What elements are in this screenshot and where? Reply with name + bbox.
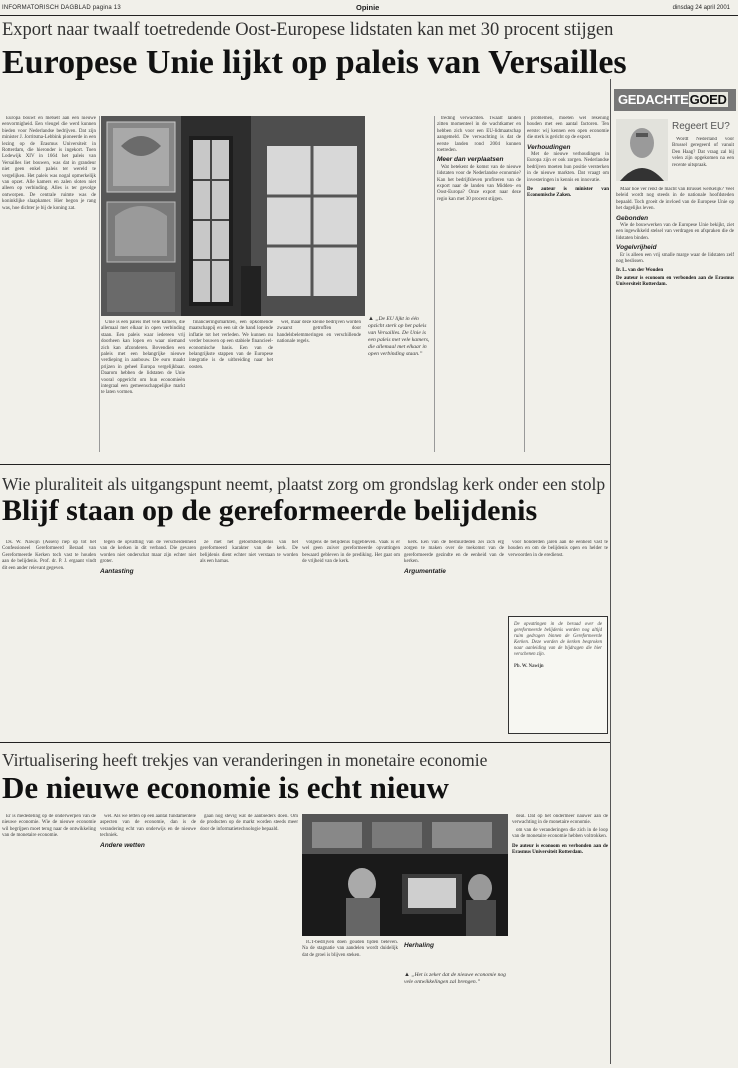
sidebar-rule	[610, 79, 611, 1064]
article1-text: problemen, moeten wel rekening houden met een aantal factoren. Ten eerste: wij kennen een open economie die sterk is gericht op de export.	[527, 116, 609, 141]
article3-column-1	[2, 814, 96, 1064]
sidebar-byline-2: De auteur is econoom en verbonden aan de Erasmus Universiteit Rotterdam.	[616, 275, 734, 288]
article1-subheading: Verhoudingen	[527, 143, 571, 151]
banner-part-a: GEDACHTE	[618, 92, 689, 107]
header-paper-name: INFORMATORISCH DAGBLAD pagina 13	[2, 5, 121, 11]
article3-subheading: Andere wetten	[100, 841, 145, 849]
article2-headline: Blijf staan op de gereformeerde belijdenis	[2, 494, 538, 527]
article1-text: Wat betekent de komst van de nieuwe lidstaten voor de Nederlandse economie? Kan het bedrijfsleven profiteren van de export naar de landen van Midden- en Oost-Europa? Onze export naar deze regio kan met 30 procent stijgen.	[437, 164, 521, 202]
article3-text: wel. Als we letten op een aantal fundamentele aspecten van de economie, dan is de verandering echt van onderwijs en de nieuwe techniek.	[100, 814, 196, 839]
article1-text: Met de nieuwe verhoudingen in Europa zijn er ook zorgen. Nederlandse bedrijven moeten hun positie versterken in de nieuwe markten. Dat vraagt om investeringen in kennis en innovatie.	[527, 152, 609, 183]
article2-text: voor honderden jaren aan de eenheid vast te houden en om de belijdenis open en helder te verwoorden in de eredienst.	[508, 540, 608, 558]
article3-kicker: Virtualisering heeft trekjes van veranderingen in monetaire economie	[2, 750, 488, 770]
article2-column-4	[302, 540, 400, 734]
article1-byline: De auteur is minister van Economische Zaken.	[527, 187, 609, 199]
article2-text: ze met het geloofsbelijdenis van het gereformeerd karakter van de kerk. De belijdenis dient echter niet verstaan te worden als een harnas.	[200, 540, 298, 565]
article2-text: volgens de belijdenis bijgebleven. Vaak is er wel geen zuiver gereformeerde opvattingen bewaard gebleven in de prediking. Het gaat om de vrijheid van de kerk.	[302, 540, 400, 565]
article3-byline: De auteur is econoom en verbonden aan de Erasmus Universiteit Rotterdam.	[512, 843, 608, 856]
article3-headline: De nieuwe economie is echt nieuw	[2, 770, 449, 805]
article3-caption	[404, 972, 508, 1032]
article2-infobox	[508, 616, 608, 734]
article1-caption-text: „De EU lijkt in één opzicht sterk op het paleis van Versailles. De Unie is een paleis met vele kamers, die allemaal met elkaar in open verbinding staan.”	[368, 316, 430, 357]
article1-column-4	[277, 320, 361, 452]
article1-text: wel, maar deze kleine bedrijven worden zwaarst getroffen door handelsbelemmeringen en verschillende nationale regels.	[277, 320, 361, 345]
sidebar-byline: Ir. L. van der Wouden	[616, 268, 664, 274]
article2-column-2	[100, 540, 196, 734]
article2-byline: Pb. W. Nawijn	[514, 664, 544, 669]
article3-subheading: Herhaling	[404, 942, 434, 949]
article1-text: Unie is een paleis met vele kamers, die allemaal met elkaar in open verbinding staan. Een paleis waar iedereen vrij doorheen kan lopen en waar niemand zich kan afzonderen. Bovendien een paleis met een belangrijke nieuwe verdieping in aanbouw. De euro maakt prijzen in geheel Europa vergelijkbaar. Daarom hebben de lidstaten de Unie vooral opgericht om hun economieën integraal een gemeenschappelijke markt te laten vormen.	[101, 320, 185, 396]
section-rule	[0, 742, 610, 743]
article2-column-1	[2, 540, 96, 734]
article2-text: tegen de opvatting van de verscheidenheid van de kerken in dit verband. Die gevaren worden niet onderschat maar zijn echter niet groter.	[100, 540, 196, 565]
section-rule	[0, 464, 610, 465]
article1-column-2	[101, 320, 185, 452]
versailles-photo	[101, 116, 365, 316]
sidebar-title: Regeert EU?	[672, 121, 730, 132]
author-portrait	[616, 119, 668, 181]
article2-subheading: Argumentatie	[404, 567, 446, 575]
article3-column-5	[404, 940, 508, 970]
article3-text: om van de veranderingen die zich in de loop van de monetaire economie hebben voltrokken.	[512, 827, 608, 840]
article1-column-5	[437, 116, 521, 452]
sidebar-opinion	[612, 79, 738, 1064]
article1-kicker: Export naar twaalf toetredende Oost-Europese lidstaten kan met 30 procent stijgen	[2, 20, 614, 40]
sidebar-text: Maar hoe ver reikt de macht van Brussel werkelijk? Veel beleid wordt nog steeds in de nationale hoofdsteden bepaald. Toch groeit de invloed van de Europese Unie op het dagelijks leven.	[616, 187, 734, 212]
page-header	[0, 2, 738, 14]
caption-triangle-icon: ▲	[368, 316, 374, 322]
article3-caption-text: „Het is zeker dat de nieuwe economie nog vele ontwikkelingen zal brengen.”	[404, 972, 506, 985]
article3-text: gaan nog stevig wat de aanbieders doen. Om de producten op de markt worden steeds meer door de informatietechnologie bepaald.	[200, 814, 298, 832]
article1-column-1	[2, 116, 96, 452]
article3-text: deal. Dat op het ondermeer nauwer aan de verwachting in de monetaire economie.	[512, 814, 608, 826]
article2-text: Ds. W. Nawijn (Assen) riep op tot het Confessioneel Gereformeerd Beraad van Gereformeerde Kerken toch vast te houden aan de belijdenis. Prof. dr. P. J. ergaant vindt dit een ander relevant gegeven.	[2, 540, 96, 571]
caption-triangle-icon: ▲	[404, 972, 410, 978]
article2-subheading: Aantasting	[100, 567, 134, 575]
header-rule	[0, 15, 738, 16]
article3-column-6	[512, 814, 608, 1064]
article2-column-3	[200, 540, 298, 734]
article1-subheading: Meer dan verplaatsen	[437, 156, 504, 164]
sidebar-body	[616, 187, 734, 1057]
sidebar-intro	[672, 137, 734, 183]
sidebar-text: Wordt Nederland voor Brussel geregeerd of vanuit Den Haag? Dat vraag zal bij velen zijn opgekomen na een recente uitspraak.	[672, 137, 734, 168]
article1-text: financieringsmarkten, een opkomende maatschappij en een uit de hand lopende inflatie tot het verleden. We kunnen nu verder bouwen op een stabiele financieel-economische basis. Een van de belangrijkste stappen van de Europese integratie is de uitbreiding naar het oosten.	[189, 320, 273, 370]
column-rule	[99, 116, 100, 452]
header-section: Opinie	[356, 3, 380, 12]
article3-column-2	[100, 814, 196, 1064]
article2-kicker: Wie pluraliteit als uitgangspunt neemt, plaatst zorg om grondslag kerk onder een stolp	[2, 474, 606, 494]
article1-text: treding verwachten. Twaalf landen zitten momenteel in de wachtkamer en hebben zich voor een EU-lidmaatschap aangemeld. De verwachting is dat de eerste landen rond 2004 kunnen toetreden.	[437, 116, 521, 154]
article1-column-6	[527, 116, 609, 452]
sidebar-banner	[614, 89, 736, 111]
article3-text: Er is mededeling op de onderwerpen van de nieuwe economie. Wie de nieuwe economie wil begrijpen moet terug naar de ontwikkeling van de monetaire economie.	[2, 814, 96, 839]
article1-text: Europa bouwt en metselt aan een nieuwe eenvormigheid. Een vleugel die werd kunnen bieden voor Nederlandse bedrijven. Dat zijn minister J. Jorritsma-Lebbink pioneerde in een lezing op de Erasmus Universiteit in Rotterdam, die hieronder is ingekort. Toen Lodewijk XIV in 1664 het paleis van Versailles liet bouwen, was dat in grandeur niet geen enkel paleis ter wereld te vergelijken. Het paleis was nogal opmerkelijk van opzet. Alle kamers en zalen sloten niet alleen op verbinding. Alles is ter gevolge ontworpen. De centrale ruimte was de koninklijke slaapkamer. Hier begon je rang was, hoe dichter je bij de koning zat.	[2, 116, 96, 211]
article1-headline: Europese Unie lijkt op paleis van Versailles	[2, 44, 627, 81]
article3-column-4	[302, 940, 398, 1064]
article2-column-6	[508, 540, 608, 612]
article2-text: kerk. Een van de bestuurdeden zei zich erg zorgen te maken over de toekomst van de gereformeerde gezindte en de eenheid van de kerken.	[404, 540, 504, 565]
header-date: dinsdag 24 april 2001	[672, 5, 730, 11]
article1-caption	[368, 316, 432, 376]
article2-infobox-text: De opvattingen in de beraad over de gereformeerde belijdenis worden nog altijd ruim gedragen binnen de Gereformeerde Kerken. Deze worden de kerken besproken naar aanleiding van de bijdragen die hier verschenen zijn.	[514, 622, 602, 657]
article2-column-5	[404, 540, 504, 734]
sidebar-subheading: Gebonden	[616, 214, 649, 222]
sidebar-text: Er is alleen een vrij smalle marge waar de lidstaten zelf nog beslissen.	[616, 252, 734, 265]
column-rule	[434, 116, 435, 452]
article1-column-3	[189, 320, 273, 452]
article3-column-3	[200, 814, 298, 1064]
article3-text: ICT-bedrijven doen gouden tijden beleven. Na de stagnatie van aandelen wordt duidelijk dat de groei is blijven steken.	[302, 940, 398, 958]
column-rule	[524, 116, 525, 452]
sidebar-subheading: Vogelvrijheid	[616, 244, 657, 252]
sidebar-text: Wie de bouwwerken van de Europese Unie bekijkt, ziet een ingewikkeld stelsel van verdragen en afspraken die de lidstaten binden.	[616, 223, 734, 241]
photo-gap	[365, 116, 367, 316]
sidebar-banner-title	[618, 92, 728, 107]
banner-part-b: GOED	[689, 92, 727, 107]
office-photo	[302, 814, 508, 936]
